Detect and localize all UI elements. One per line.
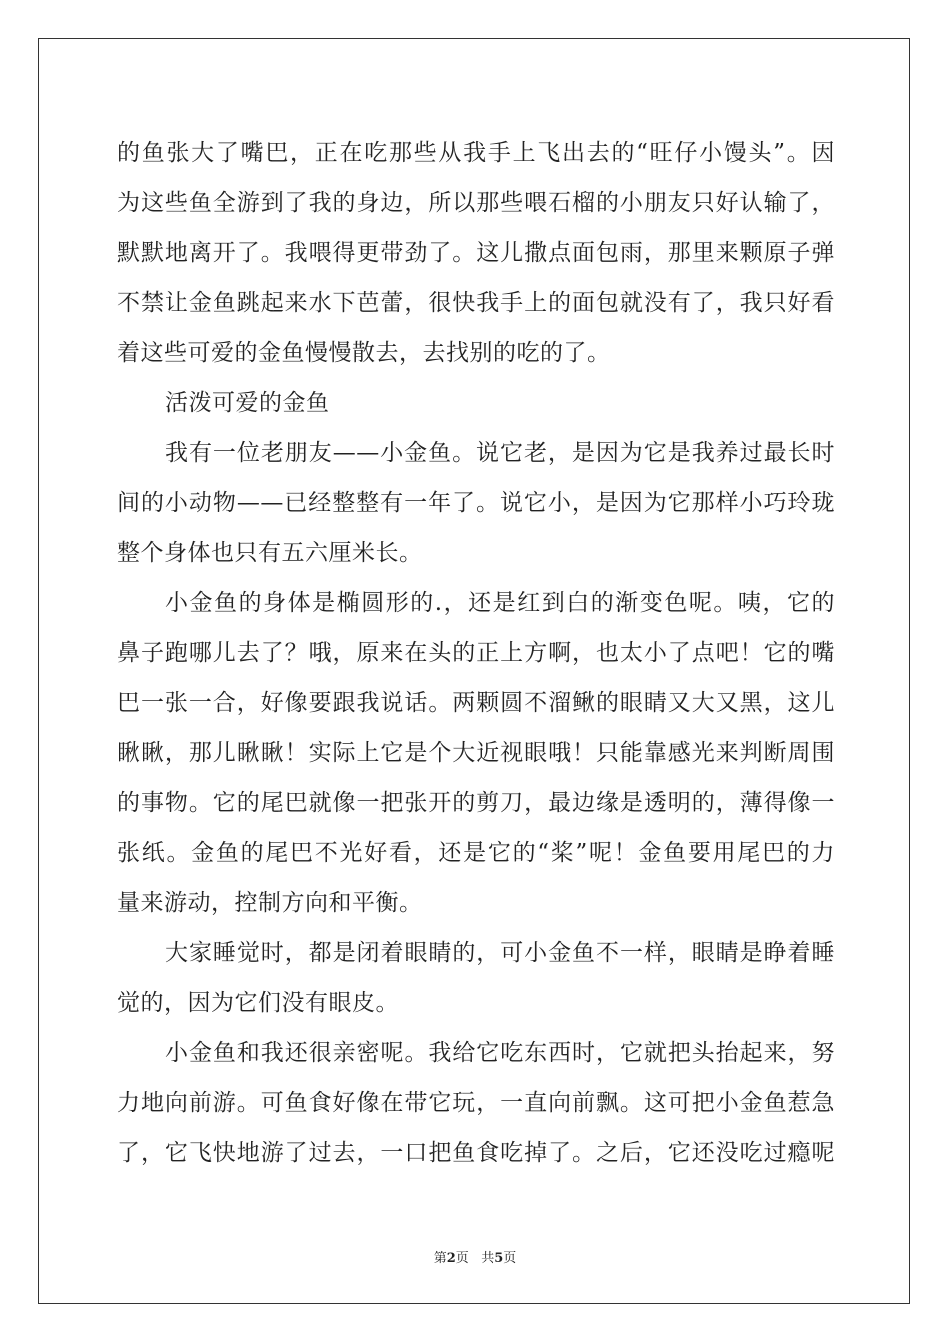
text-line: 量来游动，控制方向和平衡。 (117, 890, 423, 916)
document-body (117, 128, 835, 1178)
footer-total-prefix: 共 (481, 1251, 495, 1266)
text-line: 整个身体也只有五六厘米长。 (117, 540, 423, 566)
text-line: 觉的，因为它们没有眼皮。 (117, 990, 399, 1016)
text-line: 着这些可爱的金鱼慢慢散去，去找别的吃的了。 (117, 340, 611, 366)
text-line: 张纸。金鱼的尾巴不光好看，还是它的“桨”呢！金鱼要用尾巴的力 (117, 840, 835, 866)
text-line: 不禁让金鱼跳起来水下芭蕾，很快我手上的面包就没有了，我只好看 (117, 290, 835, 316)
text-line: 力地向前游。可鱼食好像在带它玩，一直向前飘。这可把小金鱼惹急 (117, 1090, 835, 1116)
text-line: 了，它飞快地游了过去，一口把鱼食吃掉了。之后，它还没吃过瘾呢 (117, 1140, 835, 1166)
text-line: 小金鱼和我还很亲密呢。我给它吃东西时，它就把头抬起来，努 (165, 1040, 835, 1066)
page-footer (0, 1247, 950, 1266)
footer-page-suffix: 页 (455, 1251, 469, 1266)
text-line: 默默地离开了。我喂得更带劲了。这儿撒点面包雨，那里来颗原子弹 (117, 240, 835, 266)
text-line: 大家睡觉时，都是闭着眼睛的，可小金鱼不一样，眼睛是睁着睡 (165, 940, 835, 966)
text-line: 为这些鱼全游到了我的身边，所以那些喂石榴的小朋友只好认输了， (117, 190, 835, 216)
footer-total-number: 5 (494, 1251, 504, 1266)
text-line: 瞅瞅，那儿瞅瞅！实际上它是个大近视眼哦！只能靠感光来判断周围 (117, 740, 835, 766)
text-line: 巴一张一合，好像要跟我说话。两颗圆不溜鳅的眼睛又大又黑，这儿 (117, 690, 835, 716)
footer-total-suffix: 页 (503, 1251, 517, 1266)
text-line: 我有一位老朋友——小金鱼。说它老，是因为它是我养过最长时 (165, 440, 835, 466)
text-line: 的鱼张大了嘴巴，正在吃那些从我手上飞出去的“旺仔小馒头”。因 (117, 140, 835, 166)
text-line: 鼻子跑哪儿去了？哦，原来在头的正上方啊，也太小了点吧！它的嘴 (117, 640, 835, 666)
text-line: 活泼可爱的金鱼 (165, 390, 330, 416)
text-line: 间的小动物——已经整整有一年了。说它小，是因为它那样小巧玲珑 (117, 490, 835, 516)
footer-page-number: 2 (446, 1251, 456, 1266)
text-line: 的事物。它的尾巴就像一把张开的剪刀，最边缘是透明的，薄得像一 (117, 790, 835, 816)
footer-page-prefix: 第 (433, 1251, 447, 1266)
text-line: 小金鱼的身体是椭圆形的.，还是红到白的渐变色呢。咦，它的 (165, 590, 835, 616)
